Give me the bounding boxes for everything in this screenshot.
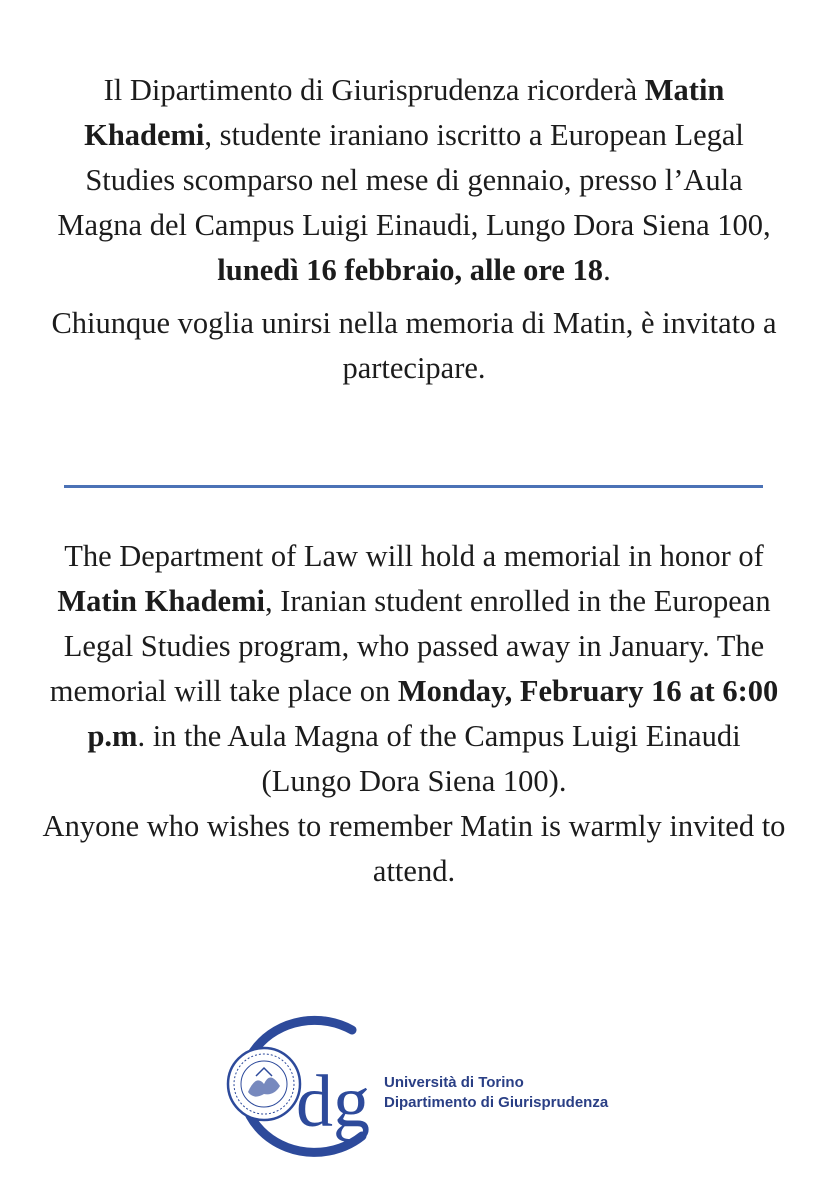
italian-name: Matin Khademi xyxy=(84,73,725,152)
seal-icon xyxy=(228,1048,300,1120)
italian-text-3: . xyxy=(603,253,611,287)
english-text-1: The Department of Law will hold a memorial in honor of xyxy=(64,539,764,573)
english-paragraph xyxy=(40,534,788,804)
logo-monogram: dg xyxy=(296,1061,370,1143)
english-text-2: , Iranian student enrolled in the European Legal Studies program, who passed away in January. The memorial will take place on xyxy=(49,584,771,708)
university-logo xyxy=(212,1008,632,1158)
italian-text-2: , studente iraniano iscritto a European Legal Studies scomparso nel mese di gennaio, presso l’Aula Magna del Campus Luigi Einaudi, Lungo Dora Siena 100, xyxy=(57,118,771,242)
english-name: Matin Khademi xyxy=(57,584,265,618)
english-date: Monday, February 16 at 6:00 p.m xyxy=(87,674,779,753)
section-divider xyxy=(64,485,763,488)
logo-department-name: Dipartimento di Giurisprudenza xyxy=(384,1094,609,1111)
english-invitation: Anyone who wishes to remember Matin is warmly invited to attend. xyxy=(42,809,786,888)
english-text-3: . in the Aula Magna of the Campus Luigi Einaudi (Lungo Dora Siena 100). xyxy=(137,719,741,798)
italian-invitation: Chiunque voglia unirsi nella memoria di Matin, è invitato a partecipare. xyxy=(51,306,777,385)
logo-emblem xyxy=(212,1008,382,1158)
english-announcement xyxy=(40,534,788,894)
logo-university-name: Università di Torino xyxy=(384,1074,524,1091)
italian-announcement xyxy=(40,68,788,391)
italian-text-1: Il Dipartimento di Giurisprudenza ricorderà xyxy=(103,73,645,107)
italian-paragraph xyxy=(40,68,788,293)
italian-date: lunedì 16 febbraio, alle ore 18 xyxy=(217,253,604,287)
